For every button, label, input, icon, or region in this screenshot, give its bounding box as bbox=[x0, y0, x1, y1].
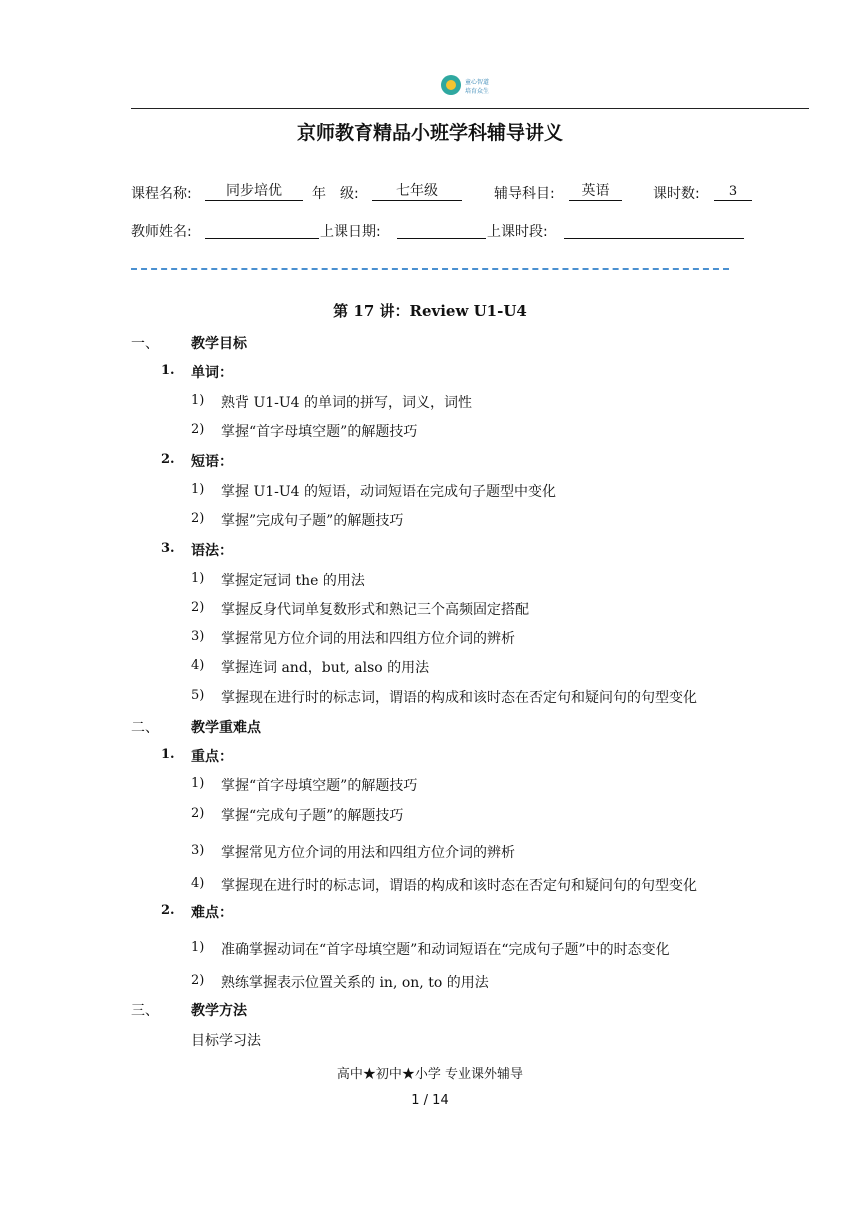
list-item-number: 1) bbox=[191, 940, 205, 955]
hours-label: 课时数: bbox=[653, 186, 700, 202]
section-number: 三、 bbox=[131, 1003, 159, 1019]
list-item-text: 熟背 U1-U4 的单词的拼写，词义，词性 bbox=[221, 395, 473, 411]
list-item-number: 2) bbox=[191, 973, 205, 988]
class-date-label: 上课日期: bbox=[320, 224, 381, 240]
list-item-text: 掌握“完成句子题”的解题技巧 bbox=[221, 808, 404, 824]
class-period-label: 上课时段: bbox=[487, 224, 548, 240]
subsection-title: 语法： bbox=[191, 543, 233, 559]
subsection-number: 3. bbox=[161, 541, 175, 556]
list-item-number: 2) bbox=[191, 600, 205, 615]
list-item-text: 掌握 U1-U4 的短语，动词短语在完成句子题型中变化 bbox=[221, 484, 557, 500]
dashed-divider bbox=[131, 268, 729, 270]
footer-text: 高中★初中★小学 专业课外辅导 bbox=[336, 1067, 524, 1082]
section-title: 教学方法 bbox=[191, 1003, 247, 1019]
list-item-text: 掌握常见方位介词的用法和四组方位介词的辨析 bbox=[221, 845, 515, 861]
list-item-number: 4) bbox=[191, 876, 205, 891]
section-title: 教学重难点 bbox=[191, 720, 261, 736]
list-item-number: 1) bbox=[191, 482, 205, 497]
logo-emblem-icon bbox=[441, 75, 461, 95]
subsection-number: 2. bbox=[161, 452, 175, 467]
logo-text-line1: 童心智道 bbox=[465, 79, 490, 86]
list-item-text: 掌握“首字母填空题”的解题技巧 bbox=[221, 424, 418, 440]
class-date-field[interactable] bbox=[397, 221, 486, 239]
list-item-text: 掌握”完成句子题”的解题技巧 bbox=[221, 513, 404, 529]
list-item-text: 掌握定冠词 the 的用法 bbox=[221, 573, 365, 589]
list-item-number: 2) bbox=[191, 806, 205, 821]
list-item-text: 准确掌握动词在“首字母填空题”和动词短语在“完成句子题”中的时态变化 bbox=[221, 942, 670, 958]
course-name-label: 课程名称: bbox=[131, 186, 192, 202]
section-number: 二、 bbox=[131, 720, 159, 736]
list-item-text: 熟练掌握表示位置关系的 in, on, to 的用法 bbox=[221, 975, 489, 991]
list-item-number: 5) bbox=[191, 688, 205, 703]
course-name-value: 同步培优 bbox=[205, 183, 303, 201]
page-number: 1 / 14 bbox=[411, 1093, 449, 1108]
subsection-title: 短语： bbox=[191, 454, 233, 470]
list-item-text: 掌握现在进行时的标志词，谓语的构成和该时态在否定句和疑问句的句型变化 bbox=[221, 878, 697, 894]
grade-label: 年 级: bbox=[312, 186, 359, 202]
logo bbox=[441, 75, 501, 95]
teacher-name-field[interactable] bbox=[205, 221, 319, 239]
section-body-text: 目标学习法 bbox=[191, 1033, 261, 1049]
logo-text-line2: 培育众生 bbox=[465, 88, 490, 95]
subsection-number: 1. bbox=[161, 747, 175, 762]
class-period-field[interactable] bbox=[564, 221, 744, 239]
document-title: 京师教育精品小班学科辅导讲义 bbox=[296, 122, 563, 144]
teacher-name-label: 教师姓名: bbox=[131, 224, 192, 240]
list-item-text: 掌握“首字母填空题”的解题技巧 bbox=[221, 778, 418, 794]
list-item-number: 4) bbox=[191, 658, 205, 673]
lecture-title: 第 17 讲：Review U1-U4 bbox=[333, 302, 527, 320]
list-item-text: 掌握反身代词单复数形式和熟记三个高频固定搭配 bbox=[221, 602, 529, 618]
header-rule bbox=[131, 108, 809, 109]
subsection-number: 2. bbox=[161, 903, 175, 918]
list-item-number: 3) bbox=[191, 629, 205, 644]
list-item-number: 2) bbox=[191, 511, 205, 526]
section-number: 一、 bbox=[131, 336, 159, 352]
list-item-text: 掌握连词 and，but, also 的用法 bbox=[221, 660, 430, 676]
subsection-title: 难点： bbox=[191, 905, 233, 921]
section-title: 教学目标 bbox=[191, 336, 247, 352]
list-item-text: 掌握现在进行时的标志词，谓语的构成和该时态在否定句和疑问句的句型变化 bbox=[221, 690, 697, 706]
subject-label: 辅导科目: bbox=[494, 186, 555, 202]
subsection-number: 1. bbox=[161, 363, 175, 378]
list-item-number: 3) bbox=[191, 843, 205, 858]
subsection-title: 重点： bbox=[191, 749, 233, 765]
grade-value: 七年级 bbox=[372, 183, 462, 201]
hours-value: 3 bbox=[714, 183, 752, 201]
subsection-title: 单词： bbox=[191, 365, 233, 381]
list-item-number: 2) bbox=[191, 422, 205, 437]
list-item-number: 1) bbox=[191, 571, 205, 586]
list-item-number: 1) bbox=[191, 393, 205, 408]
list-item-number: 1) bbox=[191, 776, 205, 791]
subject-value: 英语 bbox=[569, 183, 622, 201]
list-item-text: 掌握常见方位介词的用法和四组方位介词的辨析 bbox=[221, 631, 515, 647]
